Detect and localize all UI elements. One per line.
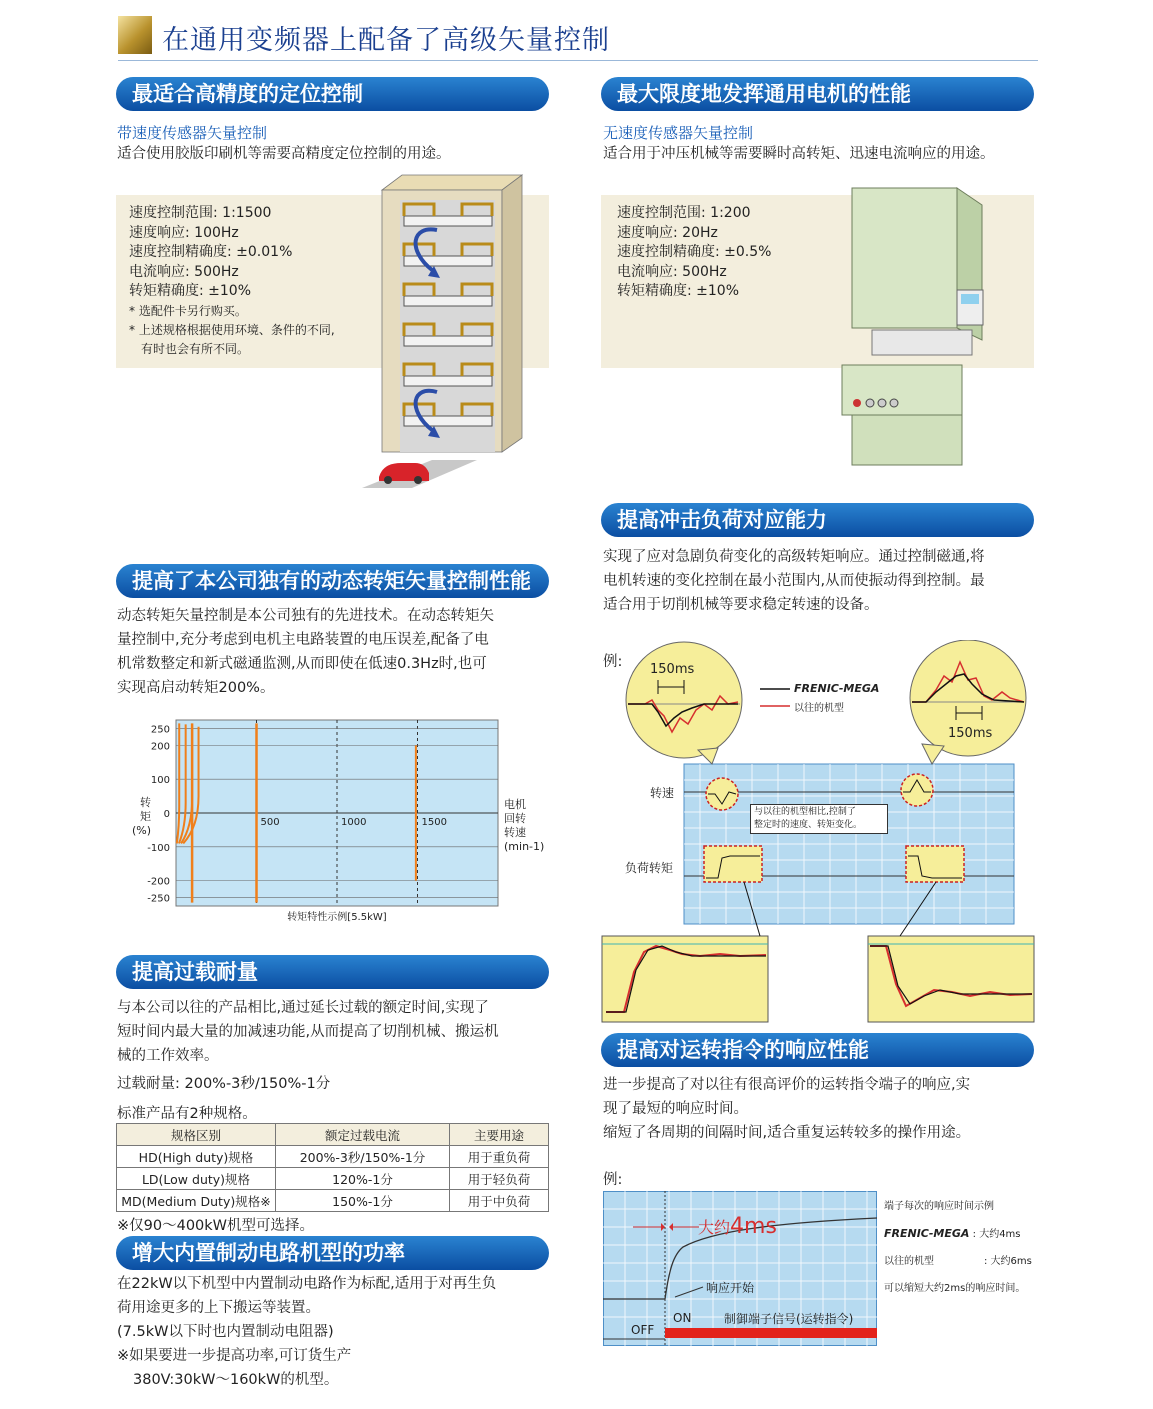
- y-tick-label: 250: [150, 724, 170, 736]
- side-old: 以往的机型: [884, 1256, 934, 1267]
- table-cell: LD(Low duty)规格: [117, 1168, 276, 1190]
- heading-impact: 提高冲击负荷对应能力: [601, 503, 1034, 537]
- note-line: 整定时的速度、转矩变化。: [754, 820, 863, 830]
- table-cell: 200%-3秒/150%-1分: [276, 1146, 450, 1168]
- x-tick-label: 1500: [421, 817, 447, 828]
- side-frenic: FRENIC-MEGA: [884, 1227, 970, 1240]
- spec-line: 电流响应: 500Hz: [129, 263, 239, 280]
- heading-brake: 增大内置制动电路机型的功率: [116, 1236, 549, 1270]
- spec-note: * 选配件卡另行购买。: [129, 303, 247, 318]
- sub-positioning: 带速度传感器矢量控制: [117, 124, 268, 142]
- approx-value: 4ms: [730, 1214, 777, 1239]
- x-tick-label: 500: [260, 817, 280, 828]
- overload-rating: 过载耐量: 200%-3秒/150%-1分: [117, 1076, 331, 1092]
- heading-overload: 提高过载耐量: [116, 955, 549, 989]
- chart-title: 转矩特性示例[5.5kW]: [287, 912, 387, 923]
- text-line: 短时间内最大量的加减速功能,从而提高了切削机械、搬运机: [117, 1024, 499, 1040]
- approx-text: 大约: [698, 1218, 731, 1237]
- on-label: ON: [673, 1311, 692, 1325]
- spec-table: [116, 1123, 549, 1212]
- table-cell: 用于重负荷: [450, 1146, 549, 1168]
- table-cell: 用于中负荷: [450, 1190, 549, 1212]
- text-line: 电机转速的变化控制在最小范围内,从而使振动得到控制。最: [603, 573, 985, 589]
- x-axis-label: (min-1): [504, 840, 545, 853]
- desc-impact: [603, 545, 985, 617]
- parking-tower-illustration: [362, 170, 532, 490]
- heading-dynamic-torque: 提高了本公司独有的动态转矩矢量控制性能: [116, 564, 549, 598]
- text-line: 进一步提高了对以往有很高评价的运转指令端子的响应,实: [603, 1077, 971, 1093]
- approx-label: [698, 1214, 777, 1239]
- desc-motor: 适合用于冲压机械等需要瞬时高转矩、迅速电流响应的用途。: [603, 146, 995, 162]
- page-title: 在通用变频器上配备了高级矢量控制: [162, 25, 610, 56]
- text-line: 缩短了各周期的间隔时间,适合重复运转较多的操作用途。: [603, 1125, 971, 1141]
- side-old-value: : 大约6ms: [984, 1256, 1032, 1267]
- spec-line: 速度控制范围: 1:1500: [129, 205, 272, 221]
- text-line: 量控制中,充分考虑到电机主电路装置的电压误差,配备了电: [117, 632, 489, 648]
- x-axis-label: 电机: [504, 798, 526, 811]
- press-machine-illustration: [832, 180, 1002, 470]
- table-row: [117, 1146, 549, 1168]
- legend-frenic: FRENIC-MEGA: [794, 682, 880, 695]
- example-label: 例:: [603, 654, 623, 670]
- table-header: 额定过载电流: [276, 1124, 450, 1146]
- spec-line: 电流响应: 500Hz: [617, 263, 727, 280]
- response-start-label: 响应开始: [706, 1281, 755, 1295]
- table-row: [117, 1168, 549, 1190]
- spec-line: 速度响应: 100Hz: [129, 224, 239, 241]
- heading-positioning: 最适合高精度的定位控制: [116, 77, 549, 111]
- y-tick-label: -250: [147, 893, 170, 905]
- y-axis-label: (%): [132, 824, 152, 837]
- sub-motor: 无速度传感器矢量控制: [603, 124, 754, 142]
- load-torque-label: 负荷转矩: [625, 861, 674, 875]
- text-line: 380V:30kW～160kW的机型。: [133, 1372, 339, 1388]
- torque-characteristic-chart: [118, 718, 548, 928]
- table-footnote: ※仅90～400kW机型可选择。: [117, 1218, 315, 1234]
- x-axis-label: 转速: [504, 826, 526, 839]
- table-cell: 120%-1分: [276, 1168, 450, 1190]
- spec-line: 速度控制范围: 1:200: [617, 205, 751, 221]
- y-axis-label: 矩: [140, 810, 151, 823]
- side-frenic-value: : 大约4ms: [972, 1229, 1021, 1240]
- desc-brake: [117, 1272, 496, 1392]
- heading-motor: 最大限度地发挥通用电机的性能: [601, 77, 1034, 111]
- desc-positioning: 适合使用胶版印刷机等需要高精度定位控制的用途。: [117, 146, 451, 162]
- y-tick-label: -100: [147, 842, 170, 854]
- standard-spec-note: 标准产品有2种规格。: [117, 1106, 257, 1122]
- ms-right-label: 150ms: [948, 726, 993, 741]
- y-tick-label: 200: [150, 741, 170, 753]
- text-line: (7.5kW以下时也内置制动电阻器): [117, 1324, 334, 1340]
- table-header: 主要用途: [450, 1124, 549, 1146]
- table-cell: HD(High duty)规格: [117, 1146, 276, 1168]
- text-line: ※如果要进一步提高功率,可订货生产: [117, 1348, 352, 1364]
- x-tick-label: 1000: [341, 817, 367, 828]
- spec-line: 速度控制精确度: ±0.01%: [129, 244, 293, 260]
- example-label: 例:: [603, 1172, 623, 1188]
- legend-old: 以往的机型: [794, 703, 844, 714]
- heading-response: 提高对运转指令的响应性能: [601, 1033, 1034, 1067]
- text-line: 现了最短的响应时间。: [603, 1101, 748, 1117]
- text-line: 荷用途更多的上下搬运等装置。: [117, 1300, 320, 1316]
- desc-overload: [117, 996, 499, 1126]
- title-gold-square: [118, 16, 152, 54]
- text-line: 实现高启动转矩200%。: [117, 680, 275, 696]
- response-side-notes: [884, 1193, 1032, 1302]
- x-axis-label: 回转: [504, 812, 526, 825]
- off-label: OFF: [631, 1323, 655, 1337]
- table-cell: MD(Medium Duty)规格※: [117, 1190, 276, 1212]
- table-header: 规格区别: [117, 1124, 276, 1146]
- y-tick-label: -200: [147, 876, 170, 888]
- y-axis-label: 转: [140, 796, 151, 809]
- text-line: 在22kW以下机型中内置制动电路作为标配,适用于对再生负: [117, 1276, 497, 1292]
- table-cell: 用于轻负荷: [450, 1168, 549, 1190]
- control-signal-label: 制御端子信号(运转指令): [724, 1312, 854, 1326]
- note-line: 与以往的机型相比,控制了: [754, 807, 856, 817]
- speed-label: 转速: [650, 786, 675, 800]
- side-note: 可以缩短大约2ms的响应时间。: [884, 1283, 1026, 1294]
- table-cell: 150%-1分: [276, 1190, 450, 1212]
- spec-note: * 上述规格根据使用环境、条件的不同,: [129, 322, 335, 337]
- spec-line: 转矩精确度: ±10%: [617, 283, 740, 299]
- table-row: [117, 1190, 549, 1212]
- y-tick-label: 100: [150, 775, 170, 787]
- spec-note: 有时也会有所不同。: [141, 341, 250, 356]
- comparison-note: [750, 804, 888, 834]
- y-tick-label: 0: [163, 809, 170, 820]
- desc-dynamic-torque: [117, 604, 494, 700]
- text-line: 动态转矩矢量控制是本公司独有的先进技术。在动态转矩矢: [117, 608, 494, 624]
- ms-left-label: 150ms: [650, 662, 695, 677]
- side-title: 端子每次的响应时间示例: [884, 1201, 994, 1212]
- spec-line: 速度响应: 20Hz: [617, 224, 718, 241]
- spec-line: 转矩精确度: ±10%: [129, 283, 252, 299]
- text-line: 实现了应对急剧负荷变化的高级转矩响应。通过控制磁通,将: [603, 549, 985, 565]
- spec-line: 速度控制精确度: ±0.5%: [617, 244, 772, 260]
- text-line: 与本公司以往的产品相比,通过延长过载的额定时间,实现了: [117, 1000, 489, 1016]
- text-line: 机常数整定和新式磁通监测,从而即使在低速0.3Hz时,也可: [117, 656, 487, 672]
- desc-response: [603, 1073, 970, 1145]
- text-line: 械的工作效率。: [117, 1048, 219, 1064]
- text-line: 适合用于切削机械等要求稳定转速的设备。: [603, 597, 879, 613]
